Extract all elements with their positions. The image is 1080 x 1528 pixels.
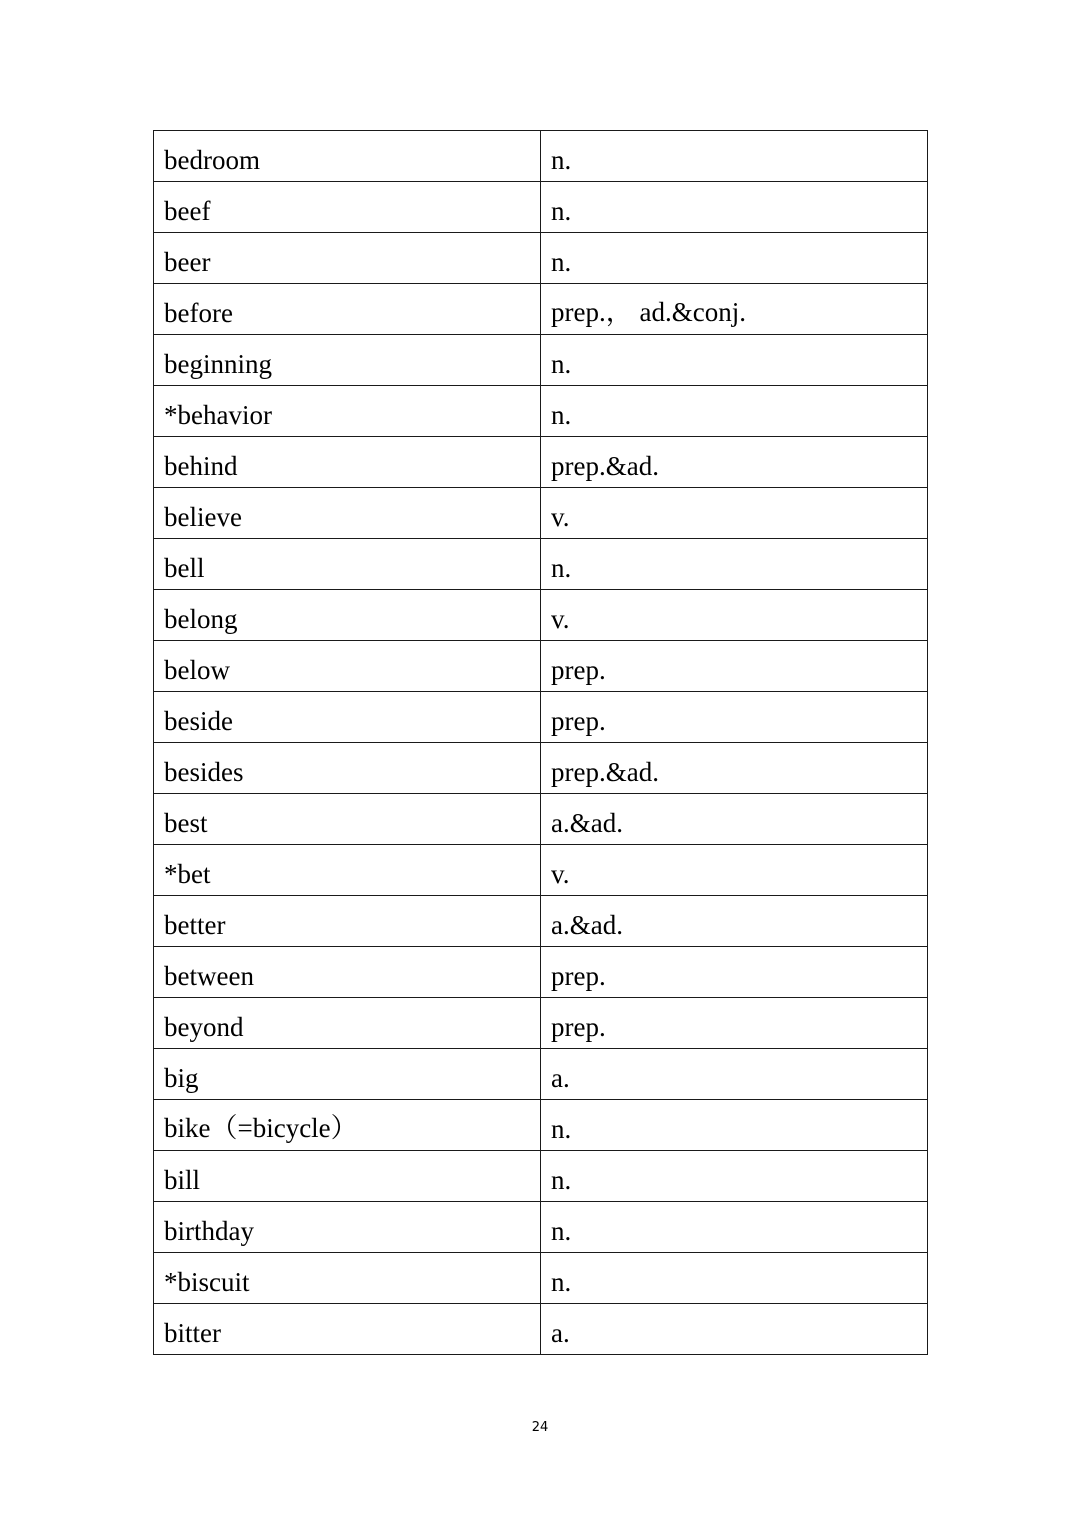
table-row (154, 284, 928, 335)
part-of-speech-cell: n. (541, 1202, 928, 1253)
page-number: 24 (531, 1420, 549, 1435)
word-cell: better (154, 896, 541, 947)
word-cell: *behavior (154, 386, 541, 437)
part-of-speech-cell: n. (541, 539, 928, 590)
word-cell: bedroom (154, 131, 541, 182)
part-of-speech-cell: prep.&ad. (541, 437, 928, 488)
word-cell: bell (154, 539, 541, 590)
table-row (154, 437, 928, 488)
word-cell: below (154, 641, 541, 692)
table-row (154, 131, 928, 182)
part-of-speech-cell: n. (541, 131, 928, 182)
part-of-speech-cell: n. (541, 182, 928, 233)
part-of-speech-cell: a.&ad. (541, 794, 928, 845)
word-cell: belong (154, 590, 541, 641)
table-row (154, 590, 928, 641)
table-row (154, 641, 928, 692)
part-of-speech-cell: prep. (541, 692, 928, 743)
part-of-speech-cell: v. (541, 590, 928, 641)
part-of-speech-cell: prep.， ad.&conj. (541, 284, 928, 335)
table-row (154, 947, 928, 998)
word-cell: before (154, 284, 541, 335)
part-of-speech-cell: prep. (541, 998, 928, 1049)
word-cell: best (154, 794, 541, 845)
table-row (154, 794, 928, 845)
table-row (154, 692, 928, 743)
table-row (154, 1100, 928, 1151)
word-cell: bitter (154, 1304, 541, 1355)
vocabulary-table (153, 130, 928, 1355)
word-cell: between (154, 947, 541, 998)
part-of-speech-cell: prep.&ad. (541, 743, 928, 794)
vocabulary-table-body (154, 131, 928, 1355)
word-cell: beyond (154, 998, 541, 1049)
part-of-speech-cell: n. (541, 1151, 928, 1202)
table-row (154, 1049, 928, 1100)
table-row (154, 845, 928, 896)
table-row (154, 1253, 928, 1304)
word-cell: besides (154, 743, 541, 794)
table-row (154, 386, 928, 437)
word-cell: birthday (154, 1202, 541, 1253)
table-row (154, 1202, 928, 1253)
word-cell: bill (154, 1151, 541, 1202)
word-cell: beef (154, 182, 541, 233)
word-cell: beer (154, 233, 541, 284)
word-cell: beside (154, 692, 541, 743)
word-cell: *bet (154, 845, 541, 896)
part-of-speech-cell: n. (541, 1253, 928, 1304)
part-of-speech-cell: prep. (541, 641, 928, 692)
word-cell: behind (154, 437, 541, 488)
part-of-speech-cell: a. (541, 1049, 928, 1100)
table-row (154, 488, 928, 539)
part-of-speech-cell: a. (541, 1304, 928, 1355)
part-of-speech-cell: n. (541, 335, 928, 386)
table-row (154, 1304, 928, 1355)
table-row (154, 743, 928, 794)
table-row (154, 233, 928, 284)
table-row (154, 539, 928, 590)
word-cell: *biscuit (154, 1253, 541, 1304)
word-cell: bike（=bicycle） (154, 1100, 541, 1151)
part-of-speech-cell: prep. (541, 947, 928, 998)
part-of-speech-cell: n. (541, 386, 928, 437)
part-of-speech-cell: a.&ad. (541, 896, 928, 947)
word-cell: believe (154, 488, 541, 539)
table-row (154, 182, 928, 233)
part-of-speech-cell: v. (541, 845, 928, 896)
part-of-speech-cell: n. (541, 233, 928, 284)
part-of-speech-cell: n. (541, 1100, 928, 1151)
table-row (154, 998, 928, 1049)
word-cell: beginning (154, 335, 541, 386)
table-row (154, 896, 928, 947)
table-row (154, 1151, 928, 1202)
word-cell: big (154, 1049, 541, 1100)
table-row (154, 335, 928, 386)
part-of-speech-cell: v. (541, 488, 928, 539)
